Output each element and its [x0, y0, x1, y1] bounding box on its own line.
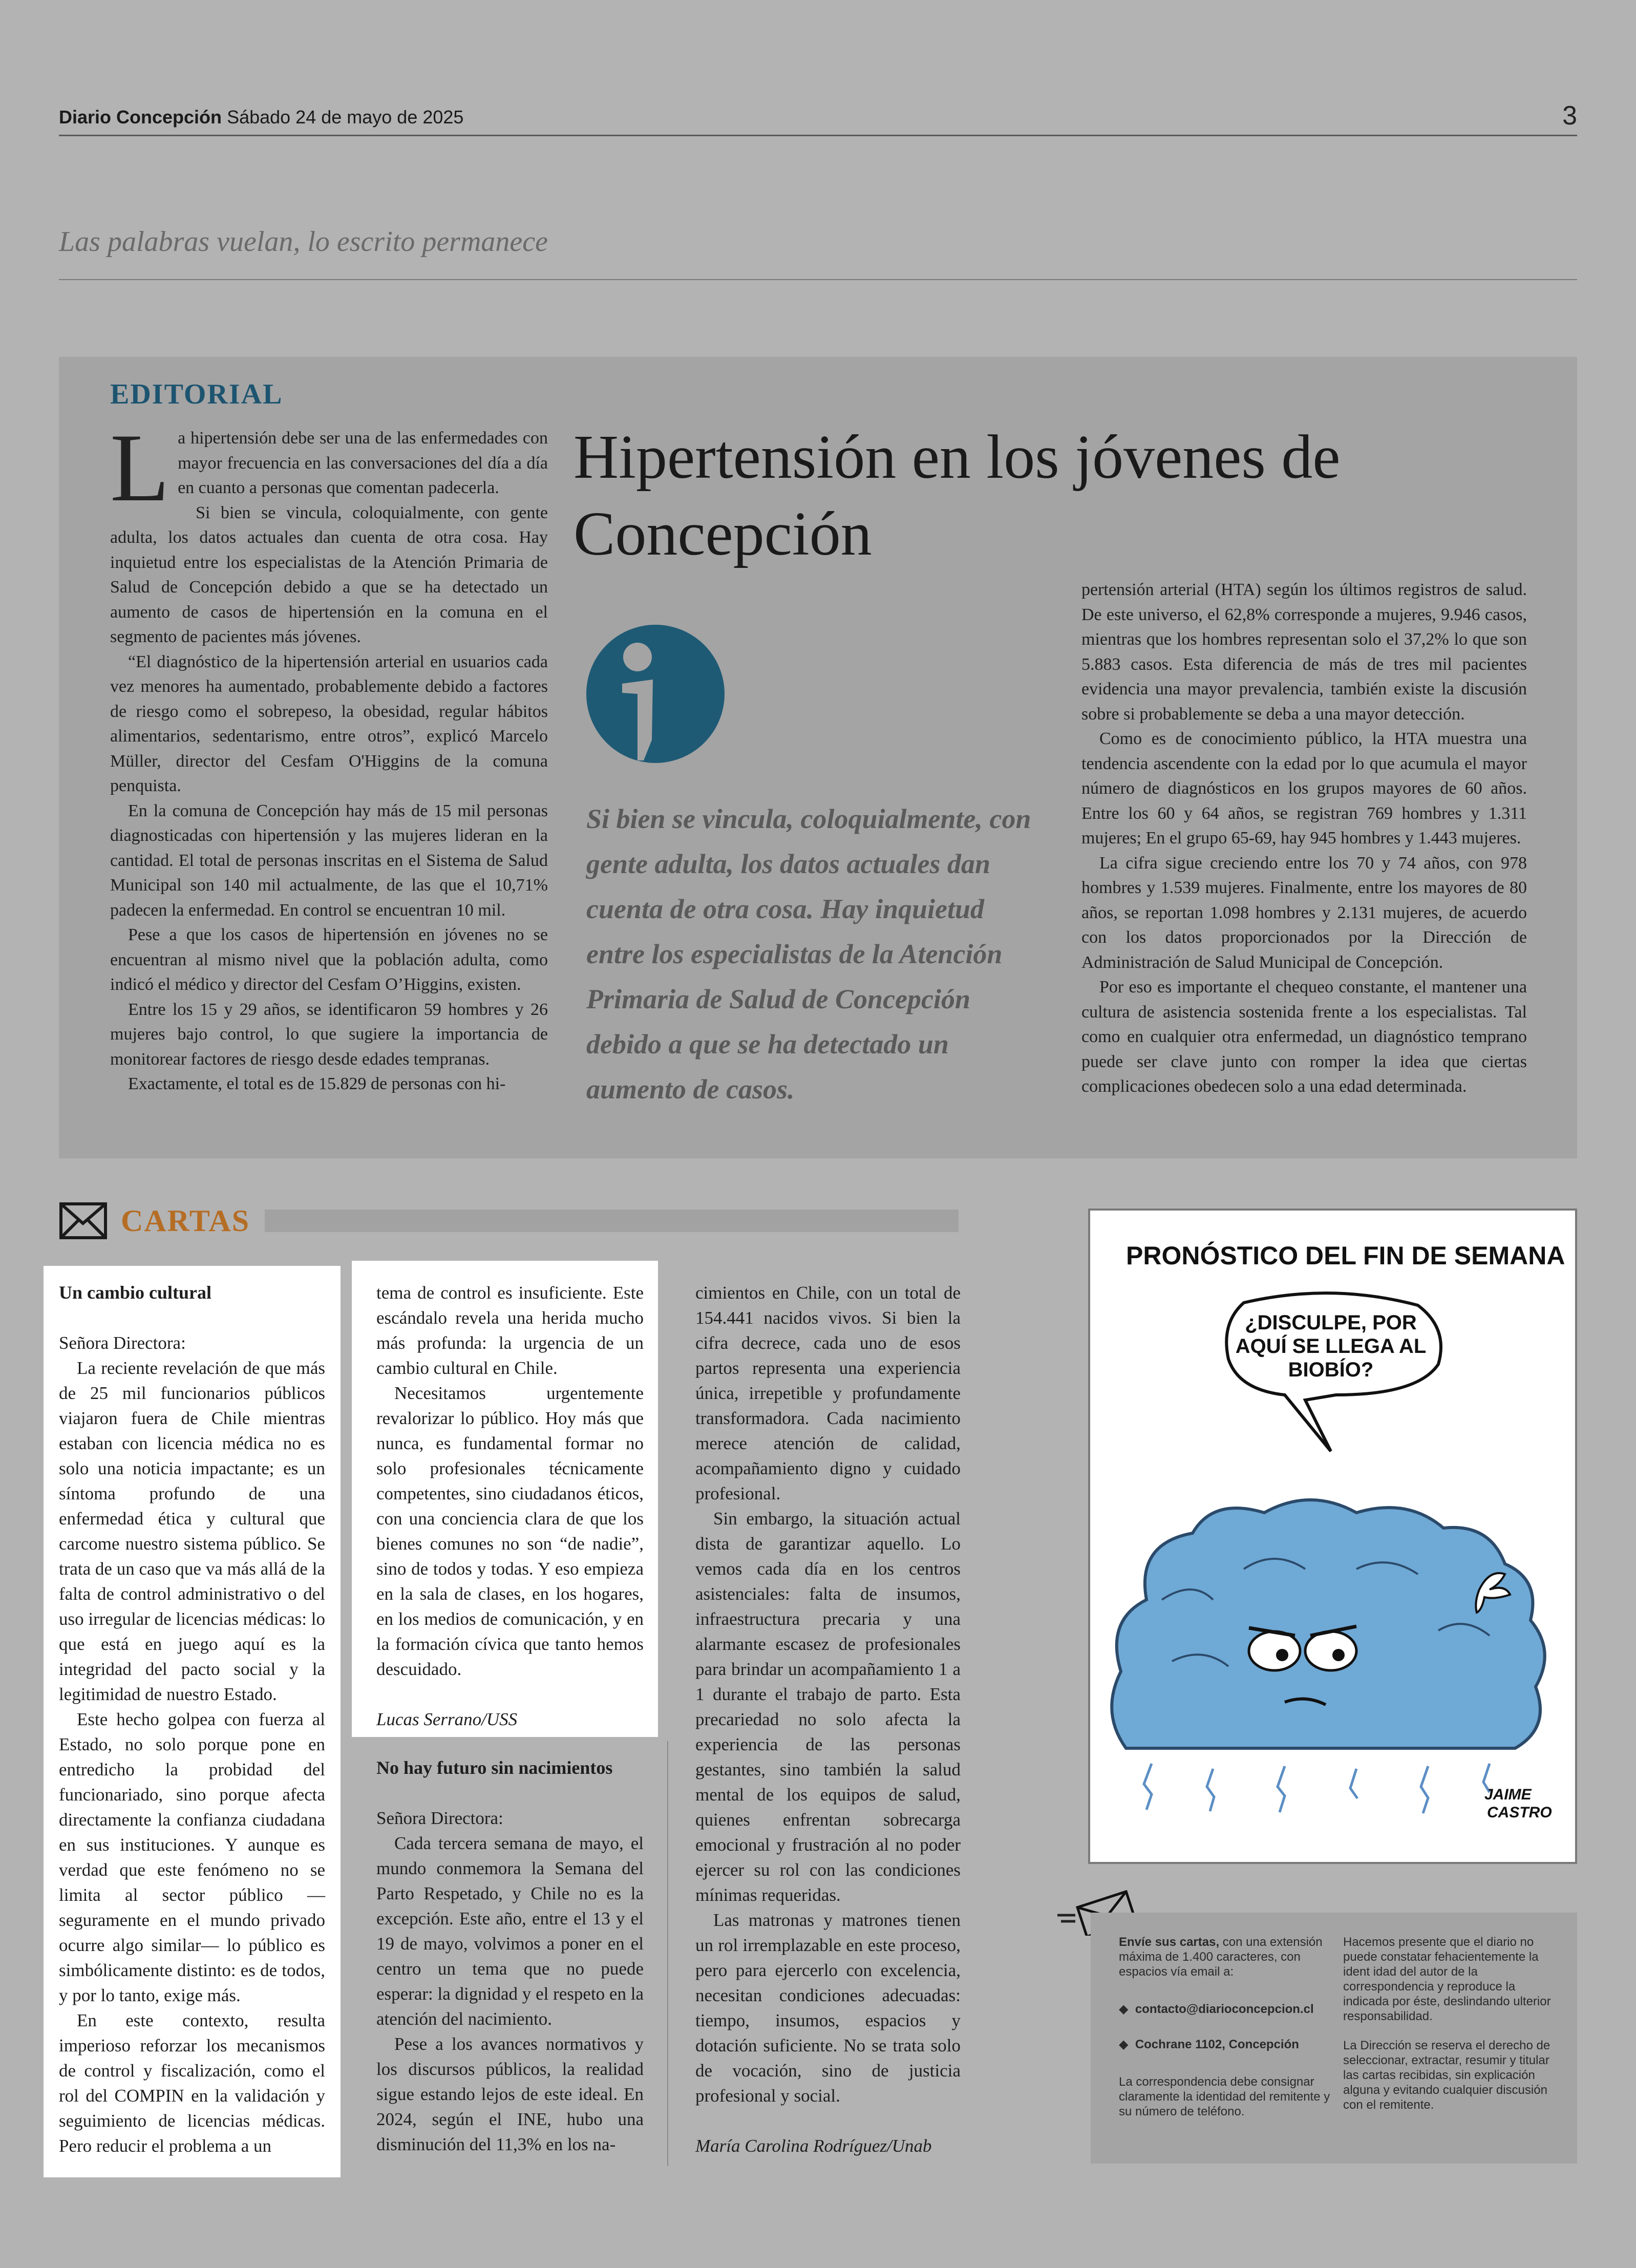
masthead: [59, 107, 463, 128]
letter-signature: María Carolina Rodríguez/Unab: [695, 2136, 932, 2156]
letter-paragraph: Cada tercera semana de mayo, el mundo conmemora la Semana del Parto Respetado, y Chile no es la excepción. Este año, entre el 13 y el 19 de mayo, volvimos a poner en el centro un tema que no puede esperar: la dignidad y el respeto en la atención del nacimiento.: [376, 1833, 644, 2029]
letter-1-continuation: [376, 1280, 644, 1732]
envelope-icon: [59, 1201, 108, 1241]
info-address: ◆ Cochrane 1102, Concepción: [1119, 2038, 1299, 2051]
drop-cap: L: [110, 414, 170, 522]
letter-paragraph: Necesitamos urgentemente revalorizar lo público. Hoy más que nunca, es fundamental formar no solo profesionales técnicamente competentes, sino ciudadanos éticos, con una conciencia clara de que los bienes comunes no son “de nadie”, sino de todos y todas. Y eso empieza en la sala de clases, en los hogares, en los medios de comunicación, y en la formación cívica que tanto hemos descuidado.: [376, 1383, 644, 1679]
issue-date: Sábado 24 de mayo de 2025: [227, 107, 464, 128]
letter-paragraph: tema de control es insuficiente. Este escándalo revela una herida mucho más profunda: la urgencia de un cambio cultural en Chile.: [376, 1283, 644, 1378]
section-motto: Las palabras vuelan, lo escrito permanece: [59, 226, 548, 258]
motto-rule: [59, 279, 1577, 280]
editorial-column-1: [110, 414, 548, 1097]
letter-headline: Un cambio cultural: [59, 1282, 212, 1303]
editorial-paragraph: Entre los 15 y 29 años, se identificaron 59 hombres y 26 mujeres bajo control, lo que sugiere la importancia de monitorear factores de riesgo desde edades tempranas.: [110, 1000, 548, 1069]
letter-paragraph: Sin embargo, la situación actual dista de garantizar aquello. Lo vemos cada día en los centros asistenciales: falta de insumos, infraestructura precaria y una alarmante escasez de profesionales para brindar un acompañamiento 1 a 1 durante el trabajo de parto. Esta precariedad no solo afecta la experiencia de las personas gestantes, sino también la salud mental de los equipos de salud, quienes enfrentan sobrecarga emocional y frustración al no poder ejercer su rol con las condiciones mínimas requeridas.: [695, 1509, 961, 1905]
editorial-paragraph: Por eso es importante el chequeo constante, el mantener una cultura de asistencia sostenida frente a los especialistas. Tal como en cualquier otra enfermedad, un diagnóstico temprano puede ser clave junto con romper la idea que ciertas complicaciones obedecen solo a una edad determinada.: [1081, 978, 1527, 1096]
cartoonist-signature-2: CASTRO: [1487, 1804, 1552, 1821]
editorial-paragraph: Como es de conocimiento público, la HTA muestra una tendencia ascendente con la edad por lo que acumula el mayor número de diagnósticos en los grupos mayores de 60 años. Entre los 60 y 64 años, se registran 769 hombres y 1.311 mujeres; En el grupo 65-69, hay 945 hombres y 1.443 mujeres.: [1081, 729, 1527, 847]
editorial-pull-quote: Si bien se vincula, coloquialmente, con gente adulta, los datos actuales dan cuenta de otra cosa. Hay inquietud entre los especialistas de la Atención Primaria de Salud de Concepción debido a que se ha detectado un aumento de casos.: [586, 803, 1031, 1105]
editorial-paragraph: Pese a que los casos de hipertensión en jóvenes no se encuentran al mismo nivel que la población adulta, como indicó el médico y director del Cesfam O’Higgins, existen.: [110, 925, 548, 994]
editorial-kicker: EDITORIAL: [110, 378, 283, 410]
cartoon-title: PRONÓSTICO DEL FIN DE SEMANA: [1126, 1241, 1565, 1270]
cloud-character: [1112, 1500, 1545, 1748]
info-right-column: [1343, 1935, 1558, 2112]
info-i-icon: [586, 622, 725, 766]
editorial-paragraph: Exactamente, el total es de 15.829 de personas con hi-: [128, 1074, 506, 1093]
speech-text-2: AQUÍ SE LLEGA AL: [1235, 1335, 1427, 1358]
editorial-paragraph: La cifra sigue creciendo entre los 70 y 74 años, con 978 hombres y 1.539 mujeres. Finalmente, entre los mayores de 80 años, se reportan 1.098 hombres y 2.131 mujeres, de acuerdo con los datos proporcionados por la Dirección de Administración de Salud Municipal de Concepción.: [1081, 853, 1527, 972]
editorial-paragraph: pertensión arterial (HTA) según los últimos registros de salud. De este universo, el 62,8% corresponde a mujeres, 9.946 casos, mientras que los hombres representan solo el 37,2% lo que son 5.883 casos. Esta diferencia de más de tres mil pacientes evidencia una mayor prevalencia, también existe la discusión sobre si probablemente se deba a una mayor detección.: [1081, 580, 1527, 724]
letter-headline: No hay futuro sin nacimientos: [376, 1757, 613, 1778]
column-rule: [667, 1741, 668, 2166]
letter-paragraph: cimientos en Chile, con un total de 154.441 nacidos vivos. Si bien la cifra decrece, cada uno de esos partos representa una experiencia única, irrepetible y profundamente transformadora. Cada nacimiento merece atención de calidad, acompañamiento digno y cuidado profesional.: [695, 1283, 961, 1503]
letter-paragraph: Pese a los avances normativos y los discursos públicos, la realidad sigue estando lejos de este ideal. En 2024, según el INE, hubo una disminución del 11,3% en los na-: [376, 2034, 644, 2154]
rain-icon: [1144, 1764, 1490, 1813]
info-note: La correspondencia debe consignar claramente la identidad del remitente y su número de teléfono.: [1119, 2075, 1330, 2118]
info-email[interactable]: ◆ contacto@diarioconcepcion.cl: [1119, 2002, 1314, 2016]
letter-salutation: Señora Directora:: [376, 1808, 503, 1828]
editorial-paragraph: La hipertensión debe ser una de las enfermedades con mayor frecuencia en las conversaciones del día a día en cuanto a personas que comentan padecerla.: [110, 414, 548, 522]
letter-2-column: [376, 1755, 644, 2157]
letter-paragraph: Este hecho golpea con fuerza al Estado, no solo porque pone en entredicho la probidad del funcionariado, sino porque afecta directamente la confianza ciudadana en sus instituciones. Y aunque es verdad que este fenómeno no se limita al sector público —seguramente en el mundo privado ocurre algo similar— lo público es simbólicamente distinto: es de todos, y por lo tanto, exige más.: [59, 1709, 325, 2005]
editorial-headline: Hipertensión en los jóvenes de Concepción: [573, 422, 1341, 568]
cartoon-panel: [1088, 1209, 1577, 1864]
info-left-column: [1119, 1935, 1331, 2119]
paper-name: Diario Concepción: [59, 107, 222, 128]
editorial-paragraph: “El diagnóstico de la hipertensión arterial en usuarios cada vez menores ha aumentado, probablemente debido a factores de riesgo como el sobrepeso, la obesidad, regular hábitos alimentarios, sedentarismo, entre otros”, explicó Marcelo Müller, director del Cesfam O'Higgins de la comuna penquista.: [110, 652, 548, 795]
letter-paragraph: La reciente revelación de que más de 25 mil funcionarios públicos viajaron fuera de Chile mientras estaban con licencia médica no es solo una noticia impactante; es un síntoma profundo de una enfermedad ética y cultural que carcome nuestro sistema público. Se trata de un caso que va más allá de la falta de control administrativo o del uso irregular de licencias médicas: lo que está en juego aquí es la integridad del pacto social y la legitimidad de nuestro Estado.: [59, 1358, 325, 1704]
letter-1-column: [59, 1280, 325, 2158]
speech-text-3: BIOBÍO?: [1288, 1359, 1374, 1381]
cartas-title-bar: [265, 1210, 959, 1232]
editorial-paragraph: En la comuna de Concepción hay más de 15 mil personas diagnosticadas con hipertensión y las mujeres lideran en la cantidad. El total de personas inscritas en el Sistema de Salud Municipal son 140 mil actualmente, de las que el 10,71% padecen la enfermedad. En control se encuentran 10 mil.: [110, 801, 548, 920]
letter-signature: Lucas Serrano/USS: [376, 1709, 518, 1729]
cartoonist-signature: JAIME: [1484, 1786, 1532, 1803]
editorial-column-3: [1081, 578, 1527, 1099]
speech-text-1: ¿DISCULPE, POR: [1245, 1311, 1417, 1334]
letter-paragraph: Las matronas y matrones tienen un rol irremplazable en este proceso, pero para ejercerlo con excelencia, necesitan condiciones adecuadas: tiempo, insumos, espacios y dotación suficiente. No se trata solo de vocación, sino de justicia profesional y social.: [695, 1910, 961, 2106]
letter-2-continuation: [695, 1280, 961, 2158]
editorial-paragraph: Si bien se vincula, coloquialmente, con gente adulta, los datos actuales dan cuenta de otra cosa. Hay inquietud entre los especialistas de la Atención Primaria de Salud de Concepción debido a que se ha detectado un aumento de casos de hipertensión en la comuna en el segmento de pacientes más jóvenes.: [110, 503, 548, 646]
letter-paragraph: En este contexto, resulta imperioso reforzar los mecanismos de control y fiscalización, como el rol del COMPIN en la validación y seguimiento de licencias médicas. Pero reducir el problema a un: [59, 2010, 325, 2156]
info-rights: La Dirección se reserva el derecho de seleccionar, extractar, resumir y titular las cartas recibidas, sin explicación alguna y evitando cualquier discusión con el remitente.: [1343, 2039, 1550, 2112]
info-disclaimer: Hacemos presente que el diario no puede constatar fehacientemente la ident idad del autor de la correspondencia y reproduce la indicada por éste, deslindando ulterior responsabilidad.: [1343, 1935, 1551, 2023]
letter-salutation: Señora Directora:: [59, 1333, 186, 1353]
cartas-section-title: CARTAS: [121, 1204, 250, 1238]
header-rule: [59, 135, 1577, 136]
page-number: 3: [1562, 101, 1577, 131]
info-send-text: Envíe sus cartas, con una extensión máxima de 1.400 caracteres, con espacios vía email a:: [1119, 1935, 1323, 1979]
